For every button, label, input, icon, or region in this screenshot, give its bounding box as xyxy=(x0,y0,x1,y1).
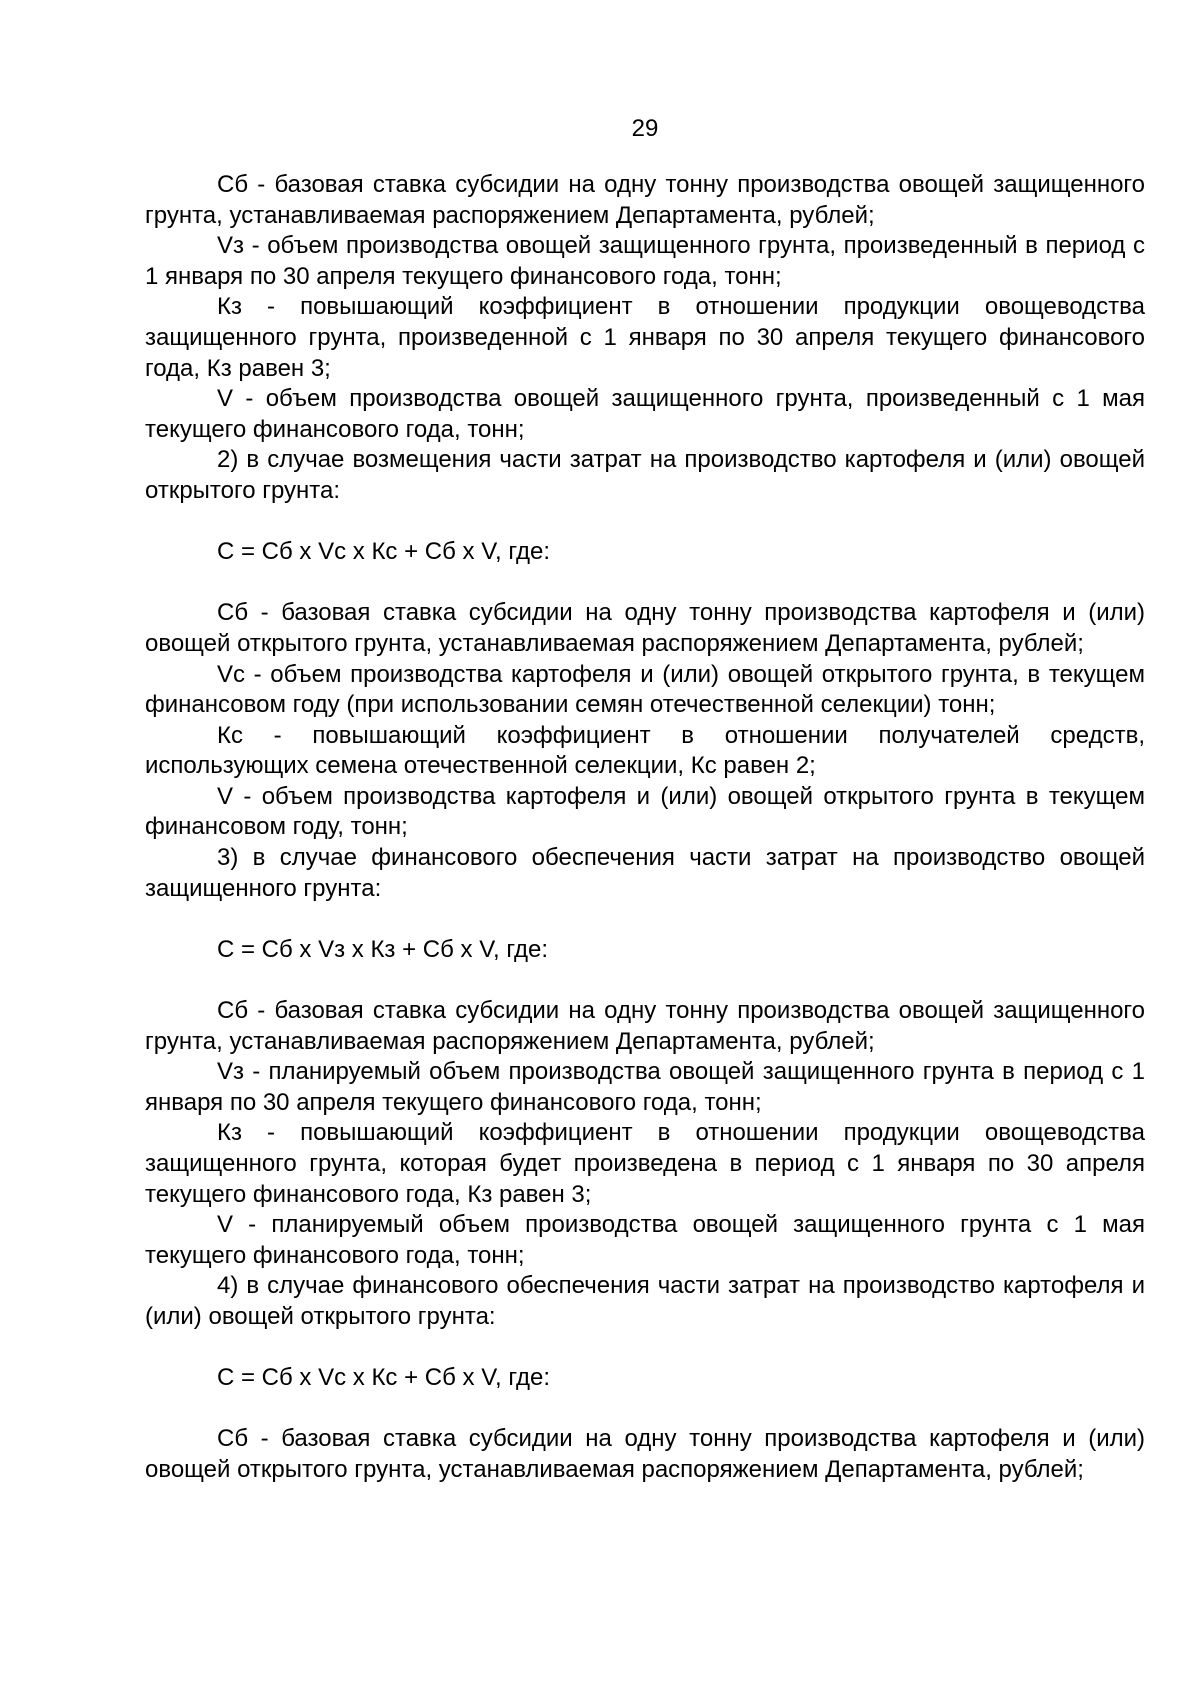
page-number: 29 xyxy=(631,115,659,142)
definition-v-planned: V - планируемый объем производства овощей защищенного грунта с 1 мая текущего финансового года, тонн; xyxy=(145,1211,1145,1269)
formula-open-ground-financing: С = Сб x Vс x Кс + Сб x V, где: xyxy=(217,1364,551,1392)
clause-4: 4) в случае финансового обеспечения части затрат на производство картофеля и (или) овощей открытого грунта: xyxy=(145,1272,1145,1330)
definition-sb-protected-2: Сб - базовая ставка субсидии на одну тонну производства овощей защищенного грунта, устанавливаемая распоряжением Департамента, рублей; xyxy=(145,997,1145,1055)
definition-vz-planned: Vз - планируемый объем производства овощей защищенного грунта в период с 1 января по 30 апреля текущего финансового года, тонн; xyxy=(145,1058,1145,1116)
formula-protected-financing: С = Сб x Vз x Кз + Сб x V, где: xyxy=(217,935,549,963)
formula-open-ground-compensation: С = Сб x Vс x Кс + Сб x V, где: xyxy=(217,538,551,566)
definition-ks: Кс - повышающий коэффициент в отношении получателей средств, использующих семена отечественной селекции, Кс равен 2; xyxy=(145,721,1145,780)
definition-v-open: V - объем производства картофеля и (или) овощей открытого грунта в текущем финансовом году, тонн; xyxy=(145,782,1145,841)
definition-sb-open: Сб - базовая ставка субсидии на одну тонну производства картофеля и (или) овощей открытого грунта, устанавливаемая распоряжением Департамента, рублей; xyxy=(145,599,1145,657)
definition-kz: Кз - повышающий коэффициент в отношении продукции овощеводства защищенного грунта, произведенной с 1 января по 30 апреля текущего финансового года, Кз равен 3; xyxy=(145,293,1145,382)
clause-2: 2) в случае возмещения части затрат на производство картофеля и (или) овощей открытого грунта: xyxy=(145,446,1145,504)
clause-3: 3) в случае финансового обеспечения части затрат на производство овощей защищенного грунта: xyxy=(145,844,1145,902)
definition-kz-2: Кз - повышающий коэффициент в отношении продукции овощеводства защищенного грунта, которая будет произведена в период с 1 января по 30 апреля текущего финансового года, Кз равен 3; xyxy=(145,1119,1145,1208)
definition-sb-protected: Сб - базовая ставка субсидии на одну тонну производства овощей защищенного грунта, устанавливаемая распоряжением Департамента, рублей; xyxy=(145,171,1145,229)
definition-sb-open-2: Сб - базовая ставка субсидии на одну тонну производства картофеля и (или) овощей открытого грунта, устанавливаемая распоряжением Департамента, рублей; xyxy=(145,1425,1145,1483)
definition-vz: Vз - объем производства овощей защищенного грунта, произведенный в период с 1 января по 30 апреля текущего финансового года, тонн; xyxy=(145,232,1145,290)
definition-vs: Vс - объем производства картофеля и (или) овощей открытого грунта, в текущем финансовом году (при использовании семян отечественной селекции) тонн; xyxy=(145,660,1145,719)
definition-v-protected: V - объем производства овощей защищенного грунта, произведенный с 1 мая текущего финансового года, тонн; xyxy=(145,385,1145,443)
document-body xyxy=(145,170,1145,1486)
